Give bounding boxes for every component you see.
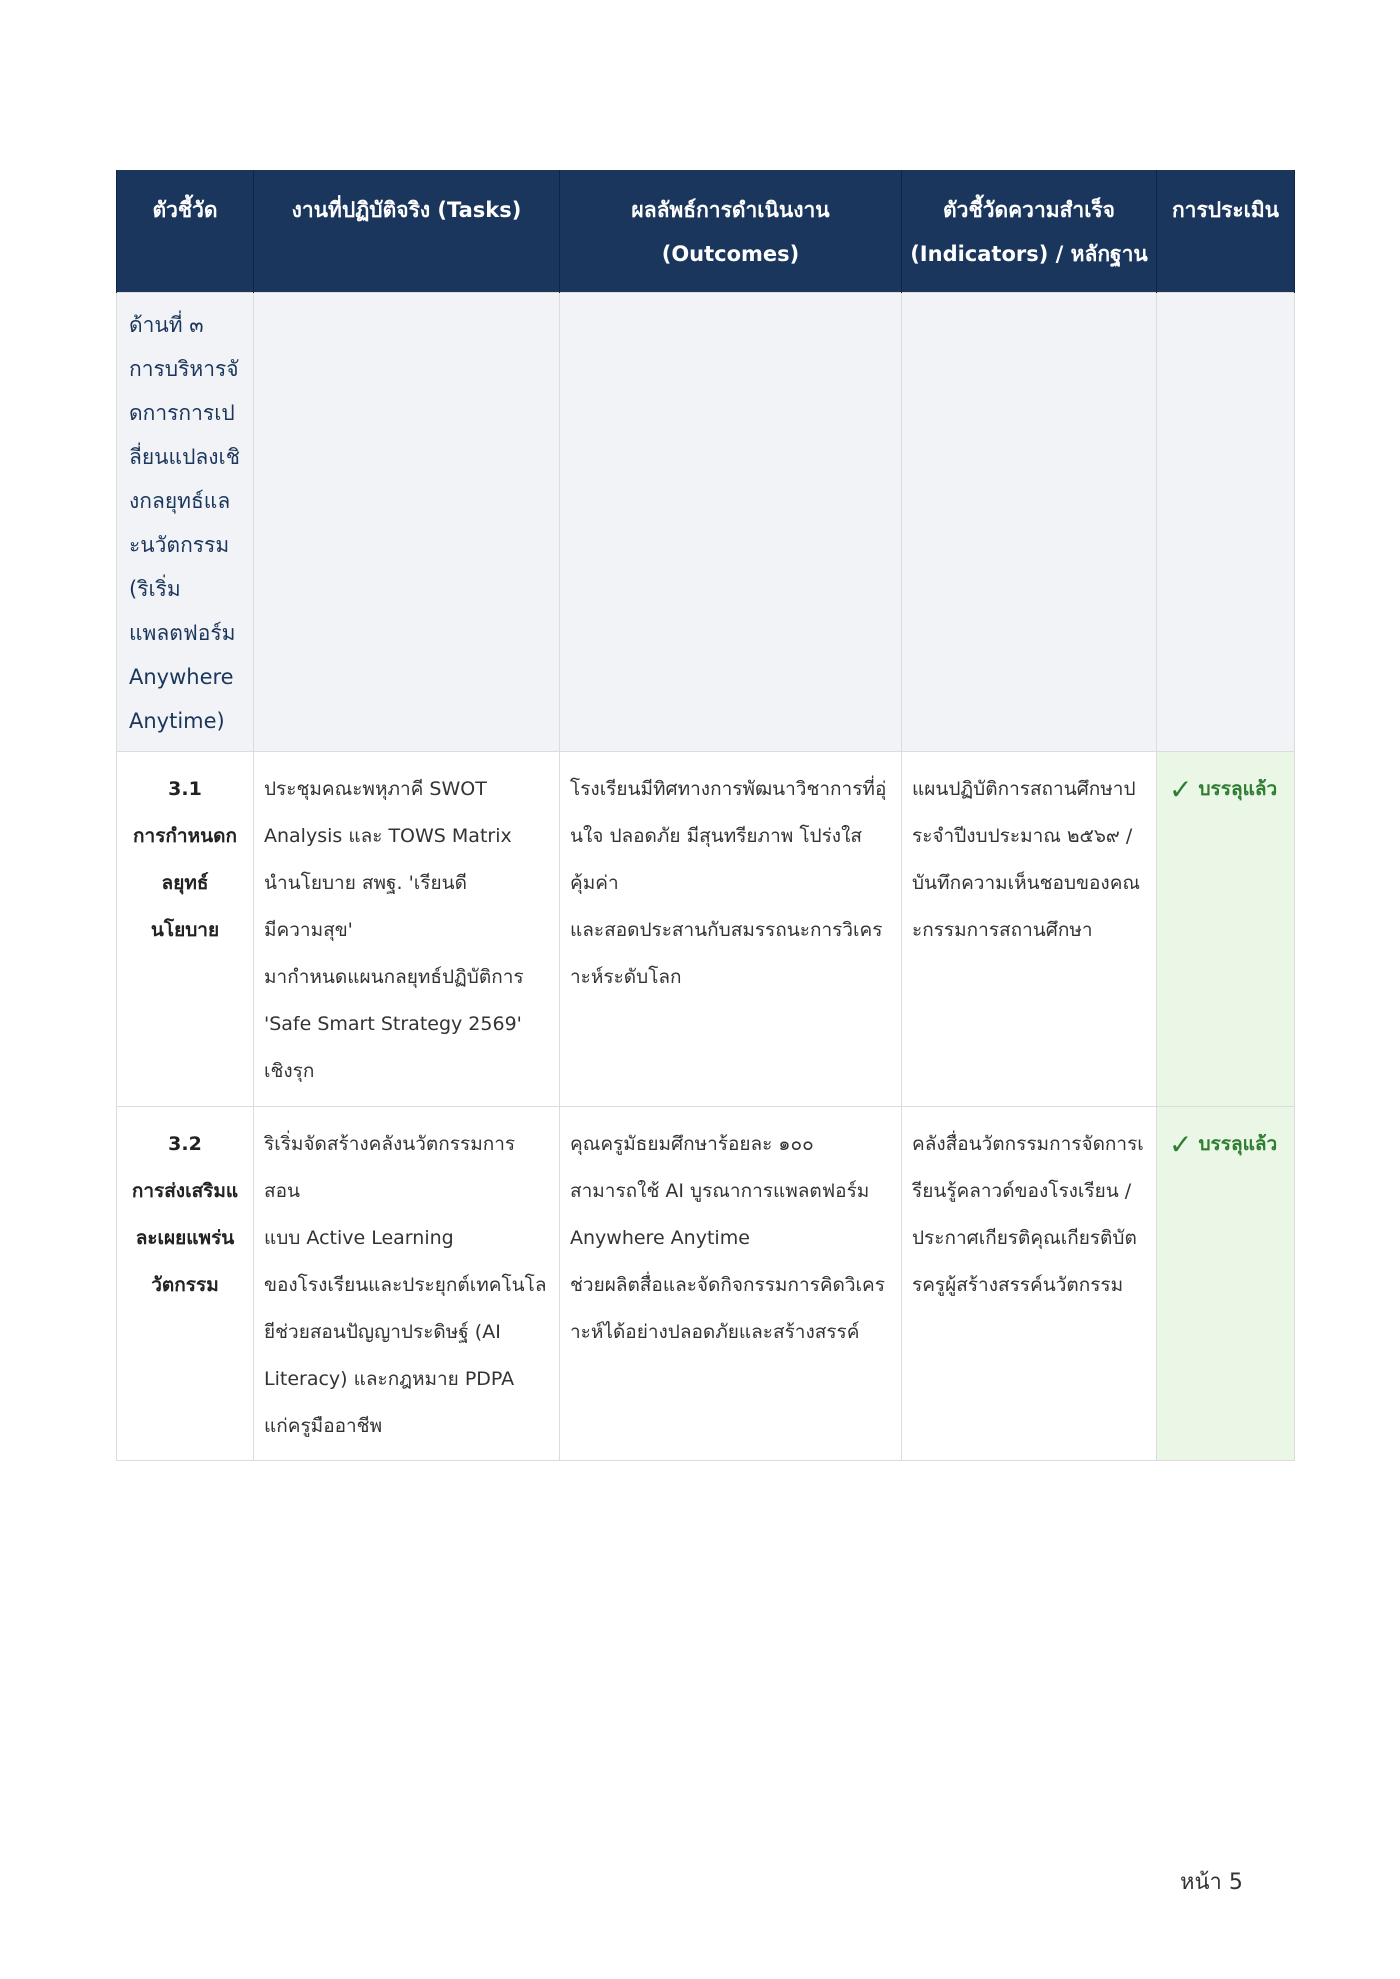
text-line: (Outcomes): [661, 242, 800, 266]
text-line: รครูผู้สร้างสรรค์นวัตกรรม: [912, 1274, 1124, 1296]
text-line: สามารถใช้ AI บูรณาการแพลตฟอร์ม: [570, 1180, 870, 1202]
text-line: รียนรู้คลาวด์ของโรงเรียน /: [912, 1180, 1132, 1202]
text-line: าะห์ได้อย่างปลอดภัยและสร้างสรรค์: [570, 1321, 860, 1343]
text-line: Anytime): [129, 709, 225, 733]
page-number: หน้า 5: [1180, 1870, 1243, 1895]
text-line: โรงเรียนมีทิศทางการพัฒนาวิชาการที่อุ่: [570, 778, 887, 800]
text-line: ตัวชี้วัด: [152, 198, 218, 222]
text-line: Analysis และ TOWS Matrix: [264, 825, 512, 847]
text-line: นใจ ปลอดภัย มีสุนทรียภาพ โปร่งใส: [570, 825, 862, 847]
section-row: [117, 293, 1295, 752]
text-line: คุณครูมัธยมศึกษาร้อยละ ๑๐๐: [570, 1133, 814, 1155]
tasks-cell: [254, 1107, 560, 1461]
section-empty-cell: [254, 293, 560, 752]
text-line: ประชุมคณะพหุภาคี SWOT: [264, 778, 487, 800]
text-line: บันทึกความเห็นชอบของคณ: [912, 872, 1141, 894]
status-label: บรรลุแล้ว: [1198, 1133, 1278, 1155]
text-line: ลี่ยนแปลงเชิ: [129, 445, 240, 469]
tasks-cell: [254, 752, 560, 1107]
text-line: ระจำปีงบประมาณ ๒๕๖๙ /: [912, 825, 1133, 847]
text-line: ประกาศเกียรติคุณเกียรติบัต: [912, 1227, 1137, 1249]
table-header-row: [117, 170, 1295, 293]
section-empty-cell: [902, 293, 1157, 752]
kpi-table: [116, 170, 1295, 1461]
text-line: ตัวชี้วัดความสำเร็จ: [943, 198, 1115, 222]
text-line: เชิงรุก: [264, 1060, 315, 1082]
text-line: การกำหนดก: [133, 825, 237, 847]
text-line: การประเมิน: [1171, 198, 1280, 222]
text-line: าะห์ระดับโลก: [570, 966, 682, 988]
check-icon: ✓: [1169, 772, 1193, 806]
text-line: คลังสื่อนวัตกรรมการจัดการเ: [912, 1133, 1144, 1155]
status-badge: [1169, 1121, 1277, 1168]
text-line: Literacy) และกฎหมาย PDPA: [264, 1368, 515, 1390]
text-line: การส่งเสริมแ: [131, 1180, 239, 1202]
text-line: ริเริ่มจัดสร้างคลังนวัตกรรมการสอน: [264, 1133, 516, 1202]
table-row: [117, 1107, 1295, 1461]
evidence-cell: [902, 1107, 1157, 1461]
check-icon: ✓: [1169, 1127, 1193, 1161]
text-line: ะนวัตกรรม: [129, 533, 230, 557]
outcomes-cell: [560, 1107, 902, 1461]
status-cell: [1157, 1107, 1295, 1461]
header-indicators-evidence: [902, 170, 1157, 293]
text-line: ลยุทธ์: [161, 872, 209, 894]
text-line: นโยบาย: [150, 919, 220, 941]
text-line: นำนโยบาย สพฐ. 'เรียนดี: [264, 872, 467, 894]
indicator-cell: [117, 752, 254, 1107]
text-line: ผลลัพธ์การดำเนินงาน: [631, 198, 830, 222]
section-label: [117, 293, 254, 752]
text-line: งานที่ปฏิบัติจริง (Tasks): [291, 198, 522, 222]
text-line: มากำหนดแผนกลยุทธ์ปฏิบัติการ: [264, 966, 524, 988]
header-outcomes: [560, 170, 902, 293]
text-line: ด้านที่ ๓: [129, 313, 204, 337]
text-line: แก่ครูมืออาชีพ: [264, 1415, 383, 1437]
text-line: Anywhere: [129, 665, 234, 689]
outcomes-cell: [560, 752, 902, 1107]
text-line: วัตกรรม: [151, 1274, 219, 1296]
section-empty-cell: [1157, 293, 1295, 752]
text-line: และสอดประสานกับสมรรถนะการวิเคร: [570, 919, 883, 941]
status-badge: [1169, 766, 1277, 813]
text-line: ละเผยแพร่น: [135, 1227, 235, 1249]
header-tasks: [254, 170, 560, 293]
text-line: 'Safe Smart Strategy 2569': [264, 1013, 522, 1035]
status-cell: [1157, 752, 1295, 1107]
text-line: ของโรงเรียนและประยุกต์เทคโนโล: [264, 1274, 547, 1296]
text-line: คุ้มค่า: [570, 872, 619, 894]
text-line: Anywhere Anytime: [570, 1227, 750, 1249]
text-line: 3.1: [168, 778, 202, 800]
text-line: งกลยุทธ์แล: [129, 489, 231, 513]
header-indicator: [117, 170, 254, 293]
text-line: (ริเริ่ม: [129, 577, 181, 601]
status-label: บรรลุแล้ว: [1198, 778, 1278, 800]
header-assessment: [1157, 170, 1295, 293]
text-line: มีความสุข': [264, 919, 353, 941]
text-line: แผนปฏิบัติการสถานศึกษาป: [912, 778, 1136, 800]
evidence-cell: [902, 752, 1157, 1107]
text-line: ช่วยผลิตสื่อและจัดกิจกรรมการคิดวิเคร: [570, 1274, 885, 1296]
text-line: ยีช่วยสอนปัญญาประดิษฐ์ (AI: [264, 1321, 501, 1343]
text-line: แพลตฟอร์ม: [129, 621, 236, 645]
text-line: 3.2: [168, 1133, 202, 1155]
table-row: [117, 752, 1295, 1107]
text-line: ดการการเป: [129, 401, 235, 425]
indicator-cell: [117, 1107, 254, 1461]
section-empty-cell: [560, 293, 902, 752]
text-line: การบริหารจั: [129, 357, 239, 381]
text-line: ะกรรมการสถานศึกษา: [912, 919, 1093, 941]
text-line: แบบ Active Learning: [264, 1227, 454, 1249]
text-line: (Indicators) / หลักฐาน: [910, 242, 1148, 266]
